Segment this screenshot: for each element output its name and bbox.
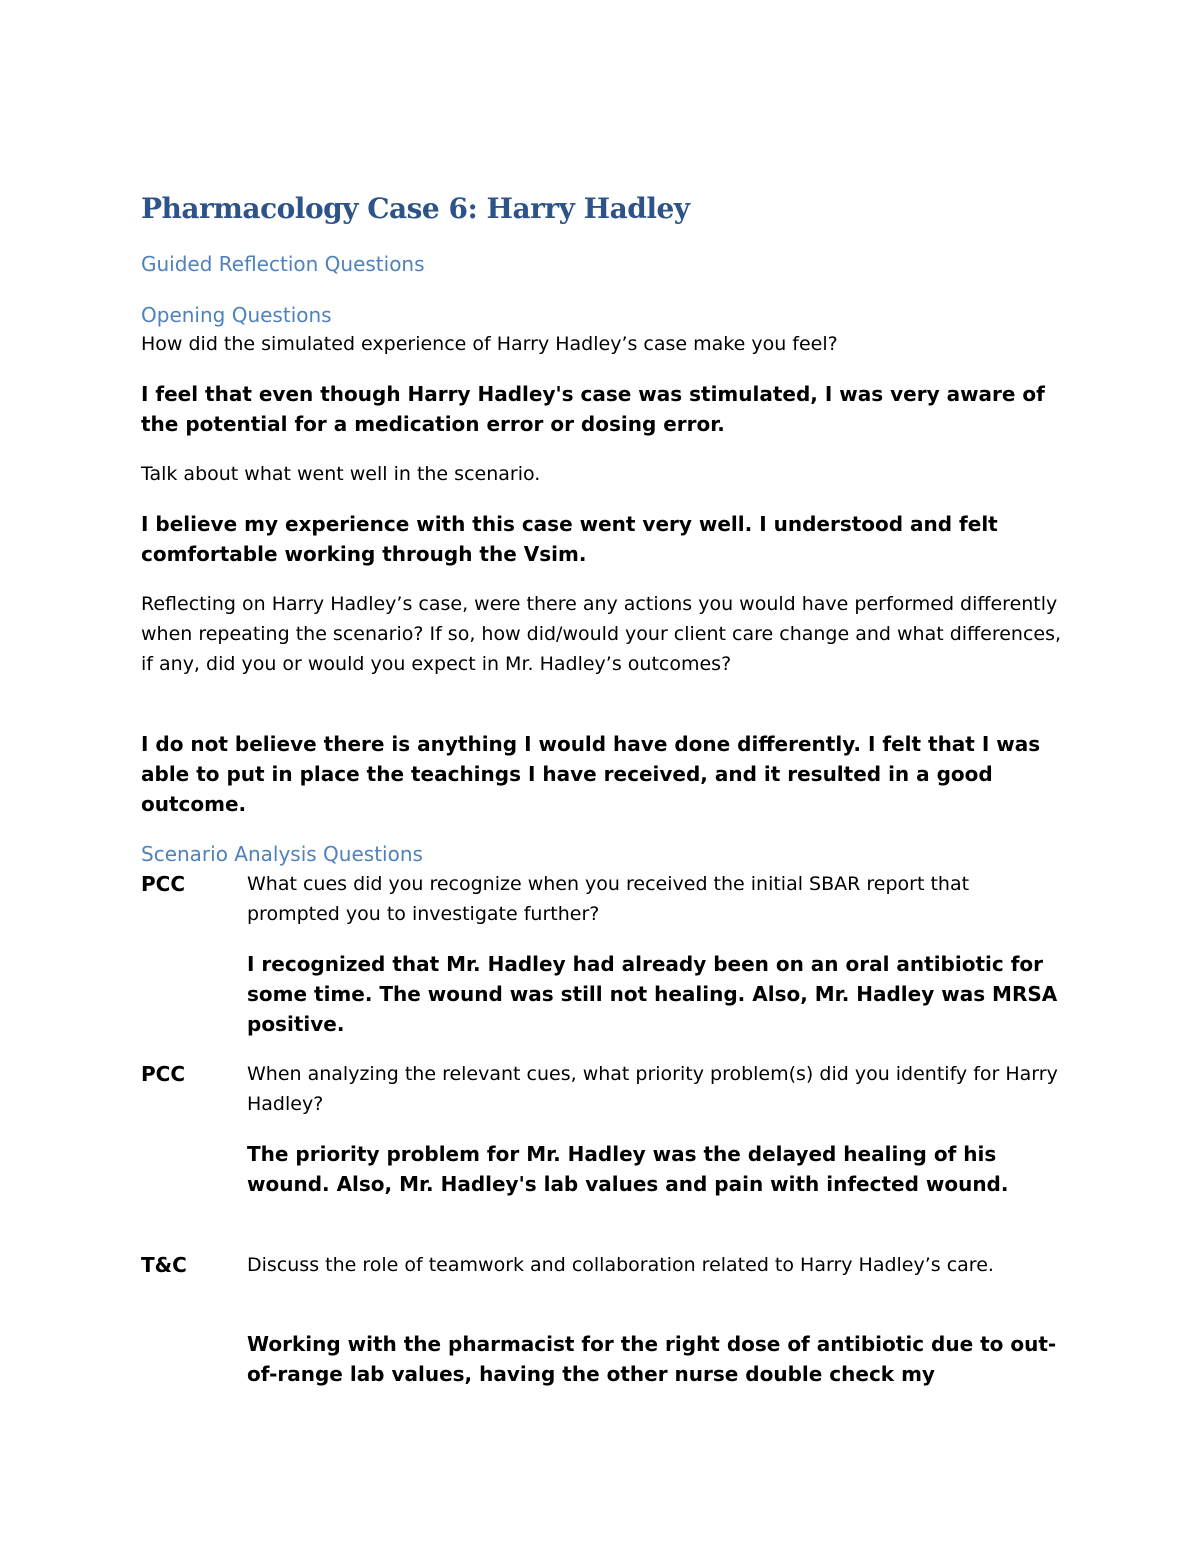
- page-title: Pharmacology Case 6: Harry Hadley: [141, 192, 690, 225]
- item-label: PCC: [141, 1062, 186, 1086]
- opening-question-3: Reflecting on Harry Hadley’s case, were there any actions you would have performed differently when repeating the scenario? If so, how did/would your client care change and what differences, if any, did you or would you expect in Mr. Hadley’s outcomes?: [141, 593, 1062, 676]
- opening-answer-2: I believe my experience with this case went very well. I understood and felt comfortable working through the Vsim.: [141, 512, 998, 567]
- scenario-question-3: Discuss the role of teamwork and collaboration related to Harry Hadley’s care.: [247, 1254, 994, 1276]
- scenario-answer-2: The priority problem for Mr. Hadley was the delayed healing of his wound. Also, Mr. Hadley's lab values and pain with infected wound.: [247, 1142, 1009, 1197]
- scenario-answer-1: I recognized that Mr. Hadley had already been on an oral antibiotic for some time. The wound was still not healing. Also, Mr. Hadley was MRSA positive.: [247, 952, 1058, 1037]
- scenario-question-2: When analyzing the relevant cues, what priority problem(s) did you identify for Harry Hadley?: [247, 1063, 1058, 1116]
- opening-questions-heading: Opening Questions: [141, 303, 332, 327]
- item-label: T&C: [141, 1253, 187, 1277]
- opening-question-2: Talk about what went well in the scenario.: [141, 463, 541, 485]
- scenario-analysis-heading: Scenario Analysis Questions: [141, 842, 423, 866]
- item-label: PCC: [141, 872, 186, 896]
- document-page: [141, 189, 1066, 1387]
- opening-answer-3: I do not believe there is anything I would have done differently. I felt that I was able to put in place the teachings I have received, and it resulted in a good outcome.: [141, 732, 1041, 817]
- opening-question-1: How did the simulated experience of Harry Hadley’s case make you feel?: [141, 333, 838, 355]
- scenario-answer-3: Working with the pharmacist for the right dose of antibiotic due to out-of-range lab values, having the other nurse double check my: [247, 1332, 1057, 1387]
- opening-answer-1: I feel that even though Harry Hadley's case was stimulated, I was very aware of the potential for a medication error or dosing error.: [141, 382, 1045, 437]
- section-subtitle: Guided Reflection Questions: [141, 252, 425, 276]
- scenario-question-1: What cues did you recognize when you received the initial SBAR report that prompted you to investigate further?: [247, 873, 970, 926]
